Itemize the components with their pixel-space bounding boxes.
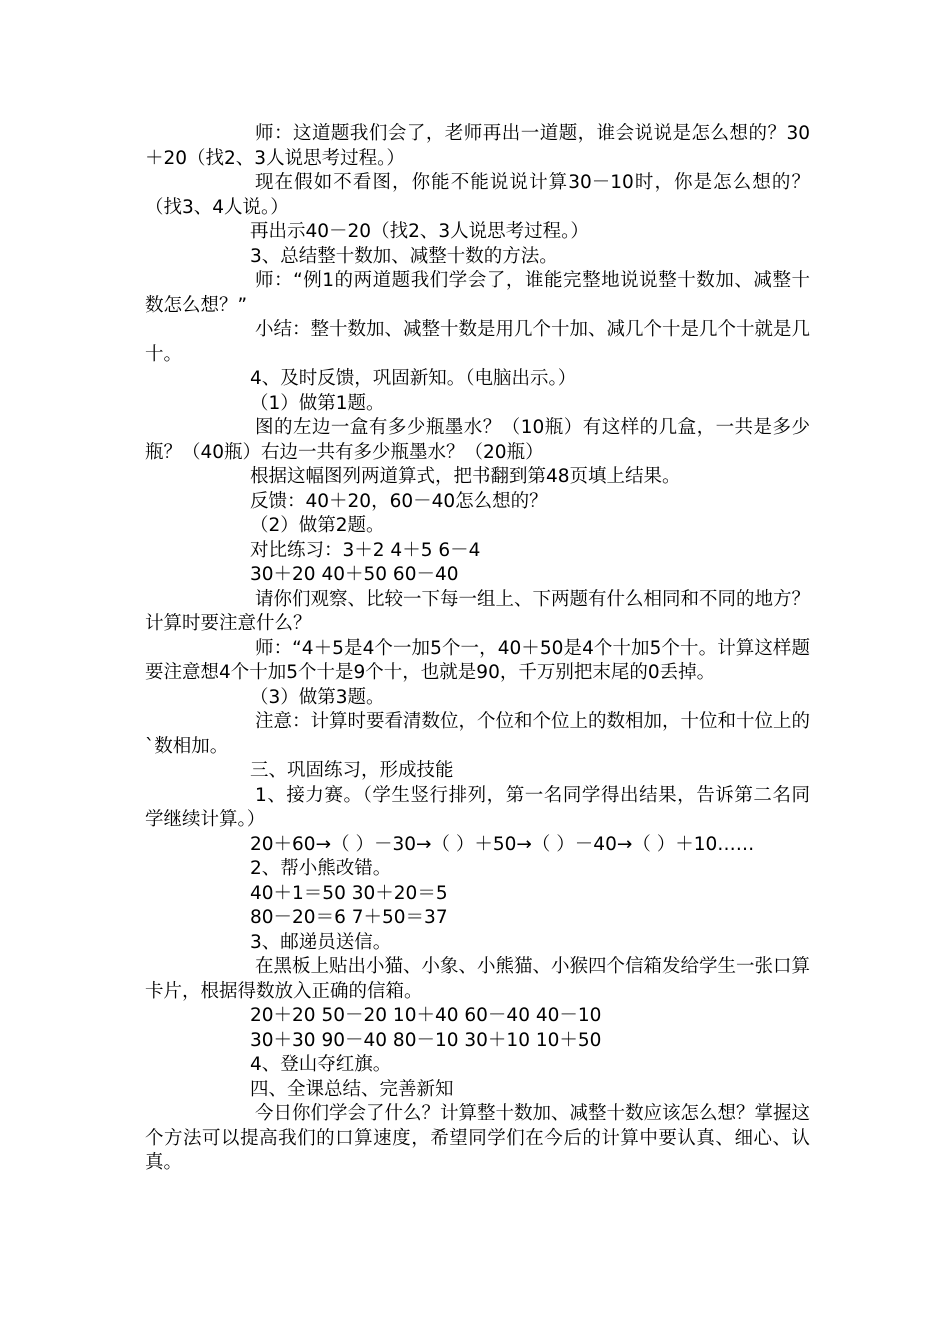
paragraph: （3）做第3题。 (250, 686, 385, 708)
paragraph: 师：这道题我们会了，老师再出一道题，谁会说说是怎么想的？30＋20（找2、3人说思考过程。） (145, 123, 810, 169)
paragraph: 30＋30 90－40 80－10 30＋10 10＋50 (250, 1029, 602, 1051)
paragraph: 三、巩固练习，形成技能 (250, 760, 454, 781)
paragraph: 四、全课总结、完善新知 (250, 1078, 454, 1100)
paragraph: 图的左边一盒有多少瓶墨水？（10瓶）有这样的几盒，一共是多少瓶？（40瓶）右边一共有多少瓶墨水？（20瓶） (145, 417, 810, 463)
paragraph: 2、帮小熊改错。 (250, 858, 392, 879)
paragraph: 现在假如不看图，你能不能说说计算30－10时，你是怎么想的？（找3、4人说。） (145, 172, 810, 218)
paragraph: 对比练习：3＋2 4＋5 6－4 (250, 539, 481, 561)
paragraph: 反馈：40＋20，60－40怎么想的？ (250, 490, 548, 512)
paragraph: 再出示40－20（找2、3人说思考过程。） (250, 221, 589, 242)
paragraph: 3、邮递员送信。 (250, 931, 392, 953)
paragraph: 1、接力赛。（学生竖行排列，第一名同学得出结果，告诉第二名同学继续计算。） (145, 784, 810, 830)
paragraph: 小结：整十数加、减整十数是用几个十加、减几个十是几个十就是几十。 (145, 319, 811, 365)
paragraph: 4、登山夺红旗。 (250, 1054, 392, 1075)
document-body (145, 122, 810, 1176)
paragraph: 在黑板上贴出小猫、小象、小熊猫、小猴四个信箱发给学生一张口算卡片，根据得数放入正确的信箱。 (145, 956, 811, 1002)
paragraph: 40＋1＝50 30＋20＝5 (250, 882, 448, 904)
paragraph: 请你们观察、比较一下每一组上、下两题有什么相同和不同的地方？计算时要注意什么？ (145, 588, 811, 634)
paragraph: （1）做第1题。 (250, 392, 385, 414)
paragraph: 今日你们学会了什么？计算整十数加、减整十数应该怎么想？掌握这个方法可以提高我们的口算速度，希望同学们在今后的计算中要认真、细心、认真。 (145, 1103, 811, 1173)
paragraph: 师：“例1的两道题我们学会了，谁能完整地说说整十数加、减整十数怎么想？” (145, 270, 810, 316)
paragraph: （2）做第2题。 (250, 515, 385, 536)
paragraph: 20＋20 50－20 10＋40 60－40 40－10 (250, 1005, 602, 1026)
paragraph: 80－20＝6 7＋50＝37 (250, 907, 448, 928)
paragraph: 注意：计算时要看清数位，个位和个位上的数相加，十位和十位上的`数相加。 (145, 711, 811, 757)
paragraph: 师：“4＋5是4个一加5个一，40＋50是4个十加5个十。计算这样题要注意想4个十加5个十是9个十，也就是90，千万别把末尾的0丢掉。 (145, 637, 810, 683)
paragraph: 根据这幅图列两道算式，把书翻到第48页填上结果。 (250, 466, 681, 487)
paragraph: 30＋20 40＋50 60－40 (250, 564, 459, 585)
paragraph: 20＋60→（ ）－30→（ ）＋50→（ ）－40→（ ）＋10…… (250, 833, 755, 855)
paragraph: 4、及时反馈，巩固新知。（电脑出示。） (250, 368, 577, 389)
paragraph: 3、总结整十数加、减整十数的方法。 (250, 245, 558, 267)
